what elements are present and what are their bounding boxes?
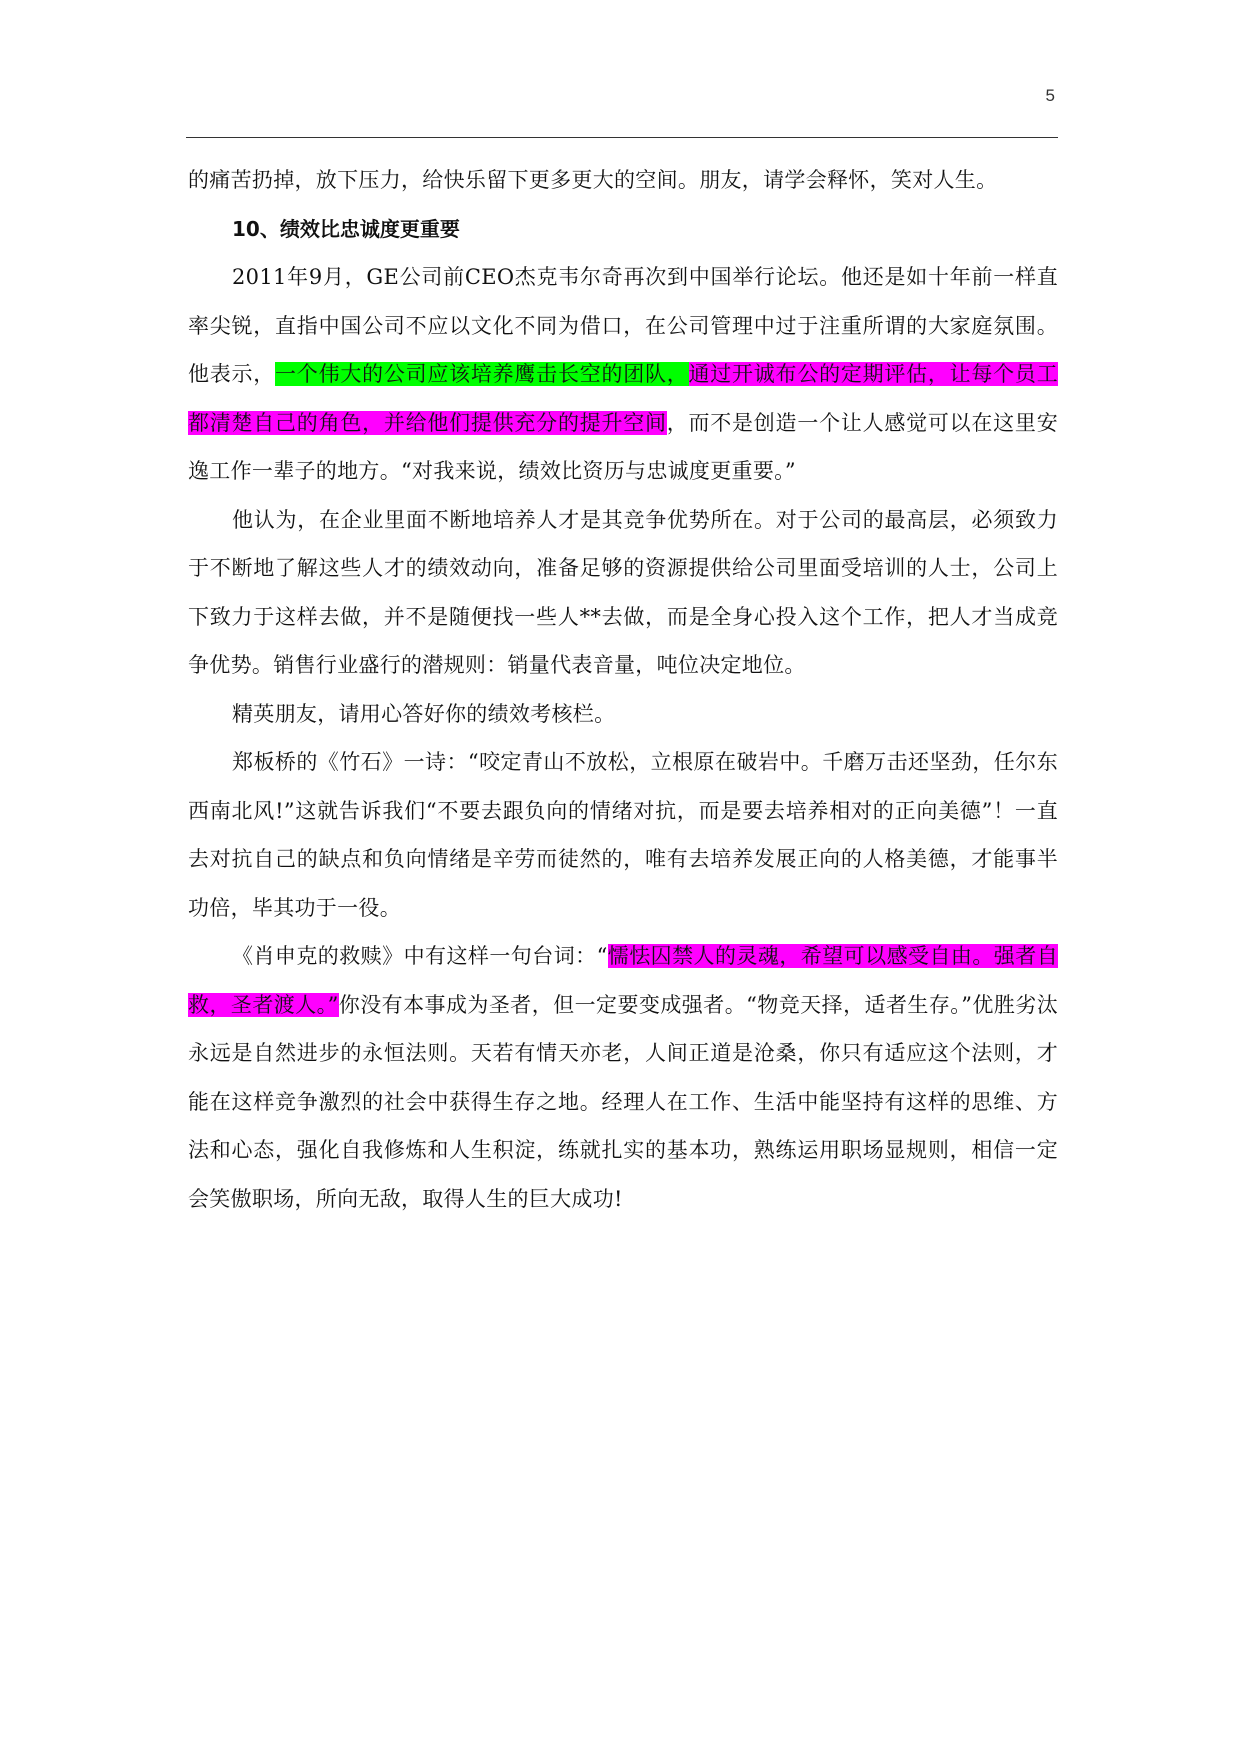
header-rule [186,137,1058,138]
paragraph-poem: 郑板桥的《竹石》一诗：“咬定青山不放松，立根原在破岩中。千磨万击还坚劲，任尔东西南北风!”这就告诉我们“不要去跟负向的情绪对抗，而是要去培养相对的正向美德”！一直去对抗自己的缺点和负向情绪是辛劳而徒然的，唯有去培养发展正向的人格美德，才能事半功倍，毕其功于一役。 [188,750,1058,920]
page-number: 5 [1045,86,1055,105]
highlight-magenta-quote: 懦怯囚禁人的灵魂，希望可以感受自由。强者自救，圣者渡人。” [188,944,1058,1017]
section-heading: 10、绩效比忠诚度更重要 [232,216,460,241]
highlight-green-text: 一个伟大的公司应该培养鹰击长空的团队， [275,362,689,386]
paragraph-shawshank-text-a: 《肖申克的救赎》中有这样一句台词：“ [232,944,608,968]
continuation-paragraph: 的痛苦扔掉，放下压力，给快乐留下更多更大的空间。朋友，请学会释怀，笑对人生。 [188,168,998,192]
paragraph-welch [188,253,1058,496]
paragraph-welch-text-a: 2011年9月，GE公司前CEO杰克韦尔奇再次到中国举行论坛。他还是如十年前一样直率尖锐，直指中国公司不应以文化不同为借口，在公司管理中过于注重所谓的大家庭氛围。他表示， [188,265,1058,386]
highlight-magenta-text: 通过开诚布公的定期评估，让每个员工都清楚自己的角色，并给他们提供充分的提升空间 [188,362,1058,435]
paragraph-elite: 精英朋友，请用心答好你的绩效考核栏。 [232,701,616,726]
paragraph-welch-text-b: ，而不是创造一个让人感觉可以在这里安逸工作一辈子的地方。“对我来说，绩效比资历与忠诚度更重要。” [188,410,1058,483]
document-body [188,156,1058,1223]
paragraph-talent: 他认为，在企业里面不断地培养人才是其竞争优势所在。对于公司的最高层，必须致力于不断地了解这些人才的绩效动向，准备足够的资源提供给公司里面受培训的人士，公司上下致力于这样去做，并不是随便找一些人**去做，而是全身心投入这个工作，把人才当成竞争优势。销售行业盛行的潜规则：销量代表音量，吨位决定地位。 [188,507,1058,677]
paragraph-shawshank-text-b: 你没有本事成为圣者，但一定要变成强者。“物竞天择，适者生存。”优胜劣汰永远是自然进步的永恒法则。天若有情天亦老，人间正道是沧桑，你只有适应这个法则，才能在这样竞争激烈的社会中获得生存之地。经理人在工作、生活中能坚持有这样的思维、方法和心态，强化自我修炼和人生积淀，练就扎实的基本功，熟练运用职场显规则，相信一定会笑傲职场，所向无敌，取得人生的巨大成功! [188,992,1059,1211]
paragraph-shawshank [188,932,1058,1223]
